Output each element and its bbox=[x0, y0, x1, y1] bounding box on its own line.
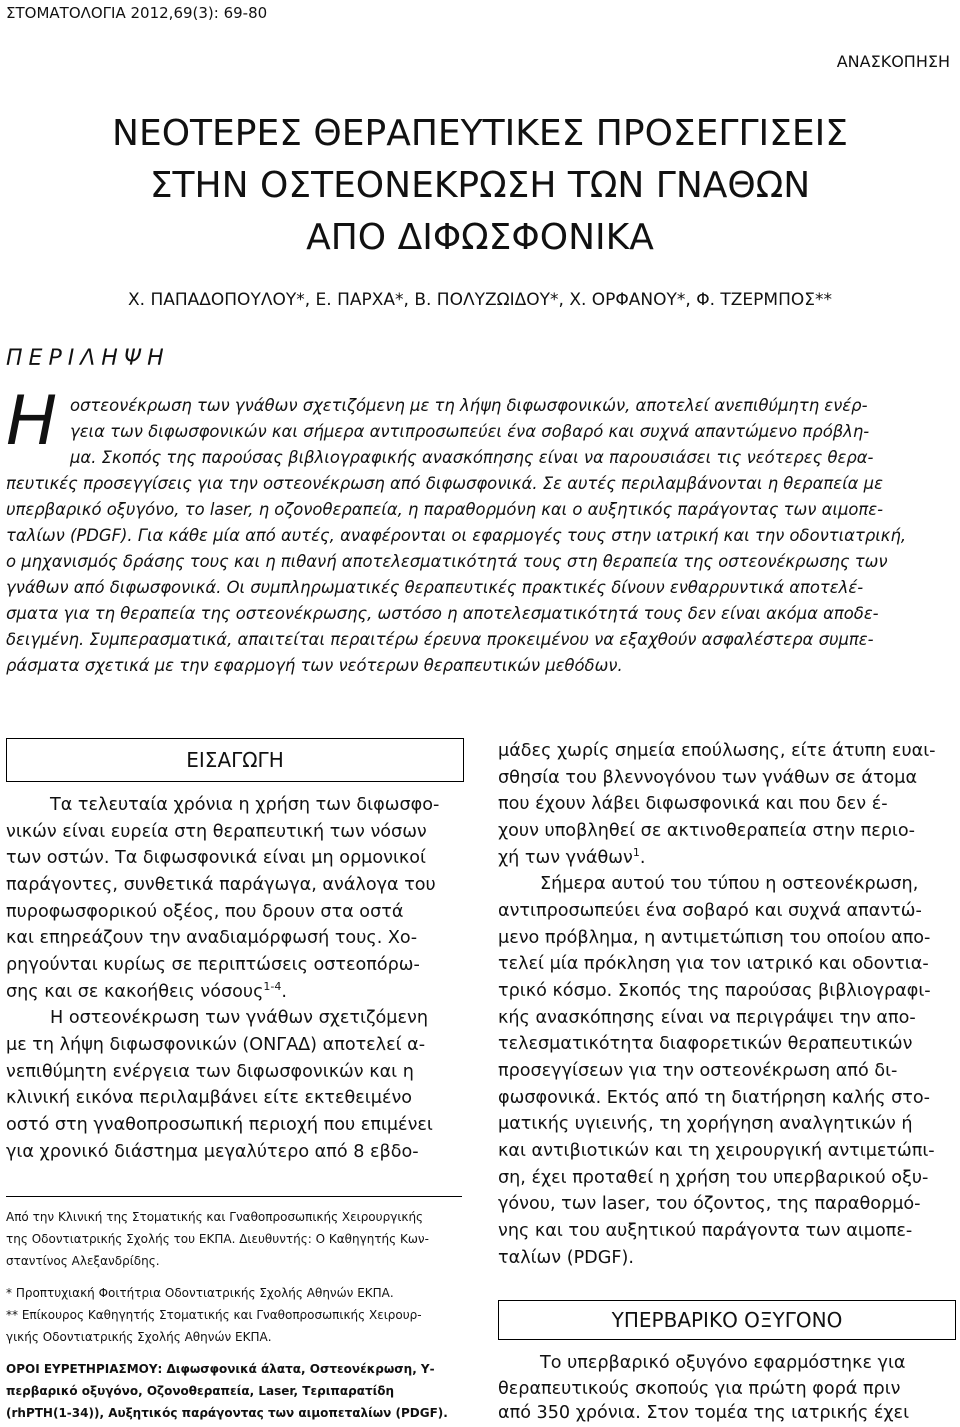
body-line: παράγοντες, συνθετικά παράγωγα, ανάλογα του bbox=[6, 875, 436, 895]
body-line: με τη λήψη διφωσφονικών (ΟΝΓΑΔ) αποτελεί α- bbox=[6, 1035, 426, 1055]
body-line: Η οστεονέκρωση των γνάθων σχετιζόμενη bbox=[50, 1008, 428, 1028]
abstract-line: σματα για τη θεραπεία της οστεονέκρωσης, ωστόσο η αποτελεσματικότητά τους δεν είναι ακόμα αποδε- bbox=[6, 604, 879, 623]
title-line: ΣΤΗΝ ΟΣΤΕΟΝΕΚΡΩΣΗ ΤΩΝ ΓΝΑΘΩΝ bbox=[149, 165, 811, 206]
body-line: προσεγγίσεων για την οστεονέκρωση από δι- bbox=[498, 1061, 898, 1081]
intro-heading: ΕΙΣΑΓΩΓΗ bbox=[6, 738, 464, 782]
footnote-line: της Οδοντιατρικής Σχολής του ΕΚΠΑ. Διευθυντής: Ο Καθηγητής Κων- bbox=[6, 1232, 429, 1246]
body-line-with-citation: χή των γνάθων$^1$. bbox=[498, 846, 646, 868]
body-line: για χρονικό διάστημα μεγαλύτερο από 8 εβδο- bbox=[6, 1142, 419, 1162]
abstract-line: ράσματα σχετικά με την εφαρμογή των νεότερων θεραπευτικών μεθόδων. bbox=[6, 656, 623, 675]
body-line: τελεσματικότητα διαφορετικών θεραπευτικών bbox=[498, 1034, 913, 1054]
body-line: κλινική εικόνα περιλαμβάνει είτε εκτεθειμένο bbox=[6, 1088, 413, 1108]
abstract-line: γεια των διφωσφονικών και σήμερα αντιπροσωπεύει ένα σοβαρό και συχνά απαντώμενο πρόβλη- bbox=[70, 422, 870, 441]
body-line: ταλίων (PDGF). bbox=[498, 1248, 634, 1268]
body-line: νης και του αυξητικού παράγοντα των αιμοπε- bbox=[498, 1221, 913, 1241]
body-line: θεραπευτικούς σκοπούς για πρώτη φορά πριν bbox=[498, 1379, 901, 1399]
body-line: νεπιθύμητη ενέργεια των διφωσφονικών και η bbox=[6, 1062, 414, 1082]
body-line: και επηρεάζουν την αναδιαμόρφωσή τους. Χο- bbox=[6, 928, 418, 948]
footnote-line: Από την Κλινική της Στοματικής και Γναθοπροσωπικής Χειρουργικής bbox=[6, 1210, 424, 1224]
body-line: Σήμερα αυτού του τύπου η οστεονέκρωση, bbox=[540, 874, 919, 894]
body-line: των οστών. Τα διφωσφονικά είναι μη ορμονικοί bbox=[6, 848, 426, 868]
footnote-line: * Προπτυχιακή Φοιτήτρια Οδοντιατρικής Σχολής Αθηνών ΕΚΠΑ. bbox=[6, 1286, 394, 1300]
body-line: οστό στη γναθοπροσωπική περιοχή που επιμένει bbox=[6, 1115, 433, 1135]
footnote-line: ** Επίκουρος Καθηγητής Στοματικής και Γναθοπροσωπικής Χειρουρ- bbox=[6, 1308, 422, 1322]
body-line: τελεί μία πρόκληση για τον ιατρικό και οδοντια- bbox=[498, 954, 929, 974]
abstract-line: ταλίων (PDGF). Για κάθε μία από αυτές, αναφέρονται οι εφαρμογές τους στην ιατρική και την οδοντιατρική, bbox=[6, 526, 907, 545]
journal-citation: ΣΤΟΜΑΤΟΛΟΓΙΑ 2012,69(3): 69-80 bbox=[6, 4, 268, 22]
article-type: ΑΝΑΣΚΟΠΗΣΗ bbox=[836, 52, 950, 71]
body-line: τρικό κόσμο. Σκοπός της παρούσας βιβλιογραφι- bbox=[498, 981, 931, 1001]
footnote-line: σταντίνος Αλεξανδρίδης. bbox=[6, 1254, 160, 1268]
body-line: και αντιβιοτικών και τη χειρουργική αντιμετώπι- bbox=[498, 1141, 935, 1161]
summary-heading: ΠΕΡΙΛΗΨΗ bbox=[6, 346, 170, 371]
body-line-with-citation: σης και σε κακοήθεις νόσους$^{1-4}$. bbox=[6, 980, 287, 1002]
keywords-line: ΟΡΟΙ ΕΥΡΕΤΗΡΙΑΣΜΟΥ: Διφωσφονικά άλατα, Οστεονέκρωση, Υ- bbox=[6, 1362, 435, 1376]
abstract-line: υπερβαρικό οξυγόνο, το laser, η οζονοθεραπεία, η παραθορμόνη και ο αυξητικός παράγοντας των αιμοπε- bbox=[6, 500, 884, 519]
body-line: σθησία του βλεννογόνου των γνάθων σε άτομα bbox=[498, 768, 918, 788]
body-line: αντιπροσωπεύει ένα σοβαρό και συχνά απαντώ- bbox=[498, 901, 922, 921]
body-line: νικών είναι ευρεία στη θεραπευτική των νόσων bbox=[6, 822, 427, 842]
body-line: μάδες χωρίς σημεία επούλωσης, είτε άτυπη ευαι- bbox=[498, 741, 936, 761]
abstract-line: πευτικές προσεγγίσεις για την οστεονέκρωση από διφωσφονικά. Σε αυτές περιλαμβάνονται η θεραπεία με bbox=[6, 474, 883, 493]
body-line: πυροφωσφορικού οξέος, που δρουν στα οστά bbox=[6, 902, 404, 922]
abstract-line: μα. Σκοπός της παρούσας βιβλιογραφικής ανασκόπησης είναι να παρουσιάσει τις νεότερες θερα- bbox=[70, 448, 874, 467]
footnote-divider bbox=[6, 1196, 462, 1197]
body-line: ση, έχει προταθεί η χρήση του υπερβαρικού οξυ- bbox=[498, 1168, 929, 1188]
abstract-line: γνάθων από διφωσφονικά. Οι συμπληρωματικές θεραπευτικές πρακτικές δίνουν ενθαρρυντικά αποτελέ- bbox=[6, 578, 864, 597]
abstract-line: οστεονέκρωση των γνάθων σχετιζόμενη με τη λήψη διφωσφονικών, αποτελεί ανεπιθύμητη ενέρ- bbox=[70, 396, 868, 415]
title-line: ΝΕΟΤΕΡΕΣ ΘΕΡΑΠΕΥΤΙΚΕΣ ΠΡΟΣΕΓΓΙΣΕΙΣ bbox=[112, 113, 848, 154]
footnote-line: γικής Οδοντιατρικής Σχολής Αθηνών ΕΚΠΑ. bbox=[6, 1330, 272, 1344]
keywords-line: περβαρικό οξυγόνο, Οζονοθεραπεία, Laser, Τεριπαρατίδη bbox=[6, 1384, 395, 1398]
citation-superscript: 1 bbox=[632, 846, 640, 860]
body-line: κής ανασκόπησης είναι να περιγράψει την απο- bbox=[498, 1008, 916, 1028]
title-line: ΑΠΟ ΔΙΦΩΣΦΟΝΙΚΑ bbox=[306, 217, 654, 258]
body-line: γόνου, των laser, του όζοντος, της παραθορμό- bbox=[498, 1194, 921, 1214]
body-line: μενο πρόβλημα, η αντιμετώπιση του οποίου απο- bbox=[498, 928, 931, 948]
body-line: ματικής υγιεινής, τη χορήγηση αναλγητικών ή bbox=[498, 1114, 913, 1134]
keywords-line: (rhPTH(1-34)), Αυξητικός παράγοντας των αιμοπεταλίων (PDGF). bbox=[6, 1406, 448, 1420]
body-text: χή των γνάθων bbox=[498, 848, 633, 868]
abstract-line: δειγμένη. Συμπερασματικά, απαιτείται περαιτέρω έρευνα προκειμένου να εξαχθούν ασφαλέστερα συμπε- bbox=[6, 630, 874, 649]
body-line: ρηγούνται κυρίως σε περιπτώσεις οστεοπόρω- bbox=[6, 955, 420, 975]
body-line: χουν υποβληθεί σε ακτινοθεραπεία στην περιο- bbox=[498, 821, 915, 841]
hbo-heading: ΥΠΕΡΒΑΡΙΚΟ ΟΞΥΓΟΝΟ bbox=[498, 1300, 956, 1340]
authors: Χ. ΠΑΠΑΔΟΠΟΥΛΟΥ*, Ε. ΠΑΡΧΑ*, Β. ΠΟΛΥΖΩΙΔΟΥ*, Χ. ΟΡΦΑΝΟΥ*, Φ. ΤΖΕΡΜΠΟΣ** bbox=[127, 290, 832, 310]
citation-superscript: 1-4 bbox=[263, 980, 282, 994]
abstract-line: ο μηχανισμός δράσης τους και η πιθανή αποτελεσματικότητά τους στη θεραπεία της οστεονέκρωσης των bbox=[6, 552, 888, 571]
body-line: που έχουν λάβει διφωσφονικά και που δεν έ- bbox=[498, 794, 888, 814]
abstract-dropcap: Η bbox=[6, 382, 58, 461]
body-line: Το υπερβαρικό οξυγόνο εφαρμόστηκε για bbox=[540, 1353, 906, 1373]
body-line: φωσφονικά. Εκτός από τη διατήρηση καλής στο- bbox=[498, 1088, 931, 1108]
body-text: σης και σε κακοήθεις νόσους bbox=[6, 982, 264, 1002]
body-line: από 350 χρόνια. Στον τομέα της ιατρικής έχει bbox=[498, 1403, 910, 1423]
body-line: Τα τελευταία χρόνια η χρήση των διφωσφο- bbox=[50, 795, 440, 815]
